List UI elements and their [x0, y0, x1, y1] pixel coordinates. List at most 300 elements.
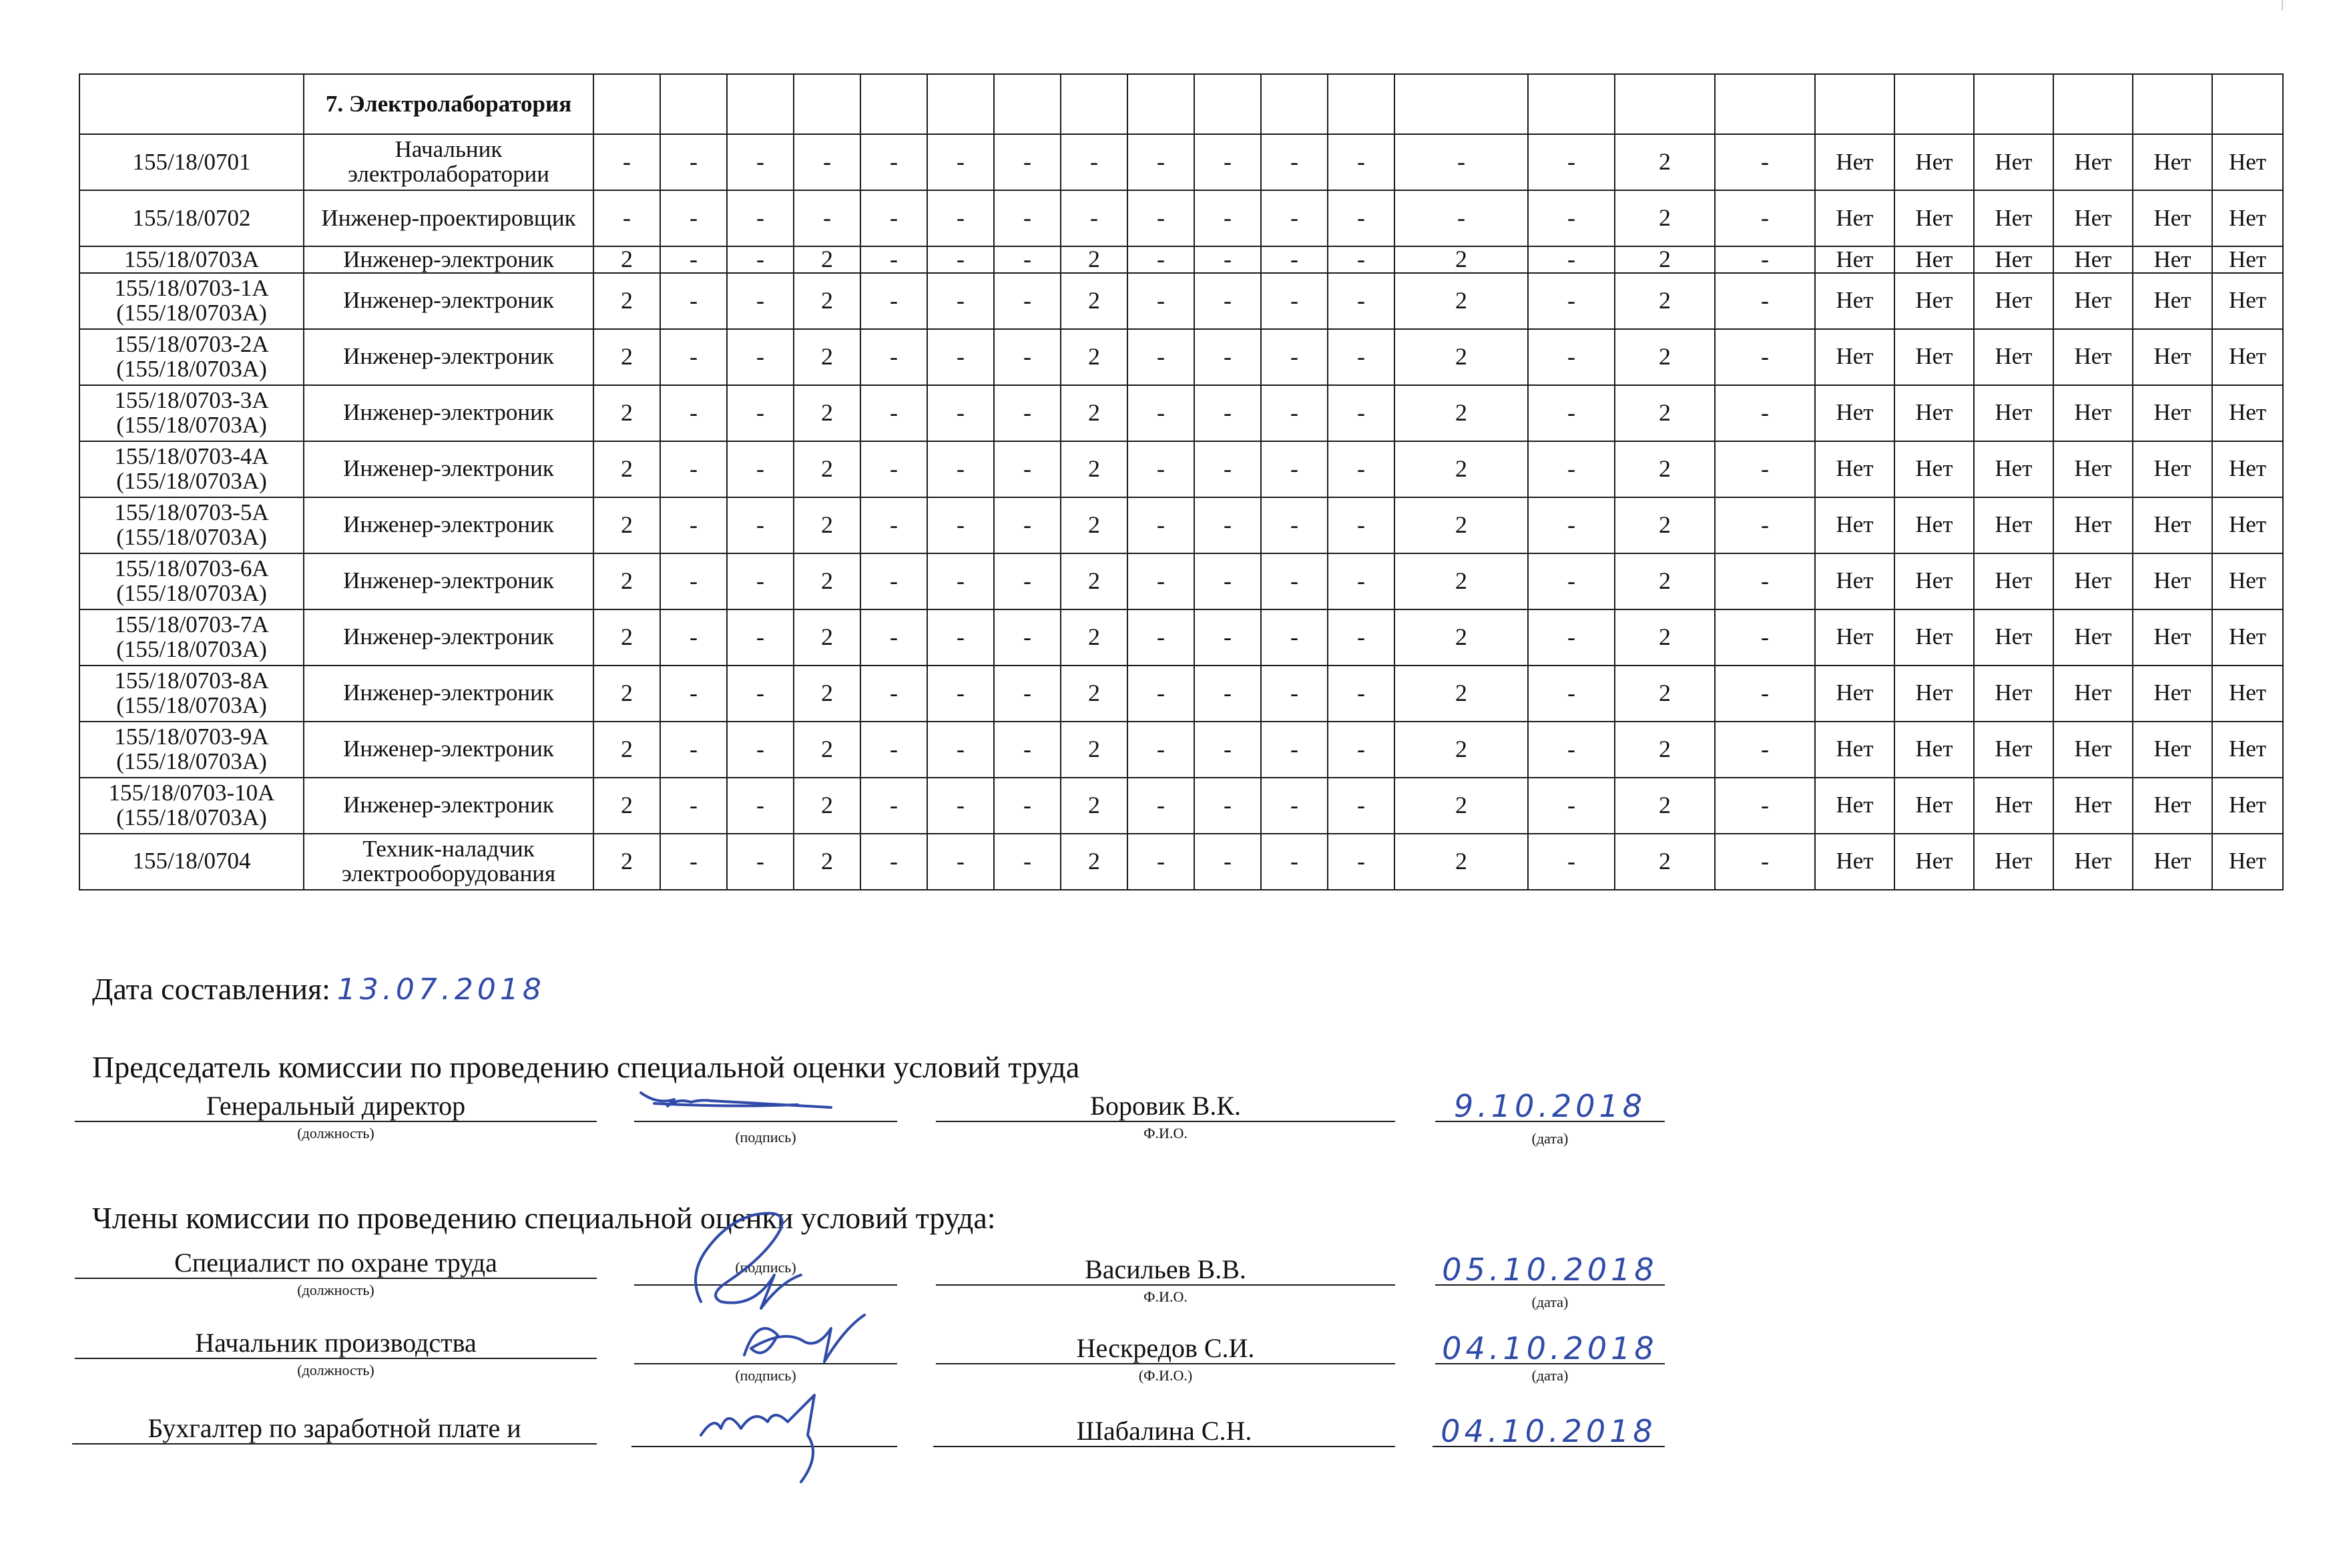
- member-3-name: Шабалина С.Н.: [933, 1416, 1395, 1447]
- guarantee-flag-cell: Нет: [2212, 497, 2283, 553]
- guarantee-flag-cell: Нет: [1974, 778, 2053, 834]
- sout-results-table: [79, 73, 2284, 890]
- guarantee-flag-cell: Нет: [1974, 134, 2053, 190]
- class-value-cell: -: [927, 666, 994, 722]
- class-value-cell: -: [1328, 553, 1394, 609]
- guarantee-flag-cell: Нет: [1815, 778, 1894, 834]
- class-value-cell: -: [660, 722, 727, 778]
- class-value-cell: -: [1261, 722, 1328, 778]
- class-value-cell: -: [1715, 553, 1815, 609]
- class-value-cell: -: [1715, 134, 1815, 190]
- class-value-cell: -: [1261, 190, 1328, 246]
- class-value-cell: -: [1328, 190, 1394, 246]
- class-value-cell: 2: [593, 778, 660, 834]
- class-value-cell: -: [660, 273, 727, 329]
- guarantee-flag-cell: Нет: [2212, 134, 2283, 190]
- position-name: Инженер-электроник: [304, 497, 593, 553]
- class-value-cell: -: [1127, 246, 1194, 273]
- guarantee-flag-cell: Нет: [2133, 246, 2212, 273]
- class-value-cell: -: [1127, 722, 1194, 778]
- class-value-cell: -: [1194, 778, 1261, 834]
- guarantee-flag-cell: Нет: [2212, 609, 2283, 666]
- class-value-cell: -: [1261, 134, 1328, 190]
- guarantee-flag-cell: Нет: [1815, 329, 1894, 385]
- table-row: [79, 385, 2283, 441]
- guarantee-flag-cell: Нет: [2212, 329, 2283, 385]
- class-value-cell: -: [860, 778, 927, 834]
- class-value-cell: 2: [1394, 385, 1528, 441]
- position-caption: (должность): [297, 1125, 374, 1141]
- guarantee-flag-cell: Нет: [2053, 722, 2133, 778]
- class-value-cell: 2: [794, 609, 860, 666]
- class-value-cell: -: [994, 441, 1061, 497]
- class-value-cell: -: [727, 329, 794, 385]
- class-value-cell: 2: [593, 609, 660, 666]
- guarantee-flag-cell: Нет: [1894, 497, 1974, 553]
- guarantee-flag-cell: Нет: [1974, 329, 2053, 385]
- class-value-cell: -: [860, 722, 927, 778]
- class-value-cell: -: [794, 134, 860, 190]
- chair-name: Боровик В.К.: [936, 1091, 1395, 1122]
- guarantee-flag-cell: Нет: [1815, 190, 1894, 246]
- class-value-cell: -: [1328, 834, 1394, 890]
- guarantee-flag-cell: Нет: [1815, 609, 1894, 666]
- class-value-cell: -: [927, 385, 994, 441]
- class-value-cell: 2: [1061, 722, 1127, 778]
- member-3-signature-icon: [694, 1388, 854, 1489]
- table-row: [79, 441, 2283, 497]
- member-2-date-handwritten: 04.10.2018: [1435, 1334, 1665, 1364]
- class-value-cell: -: [860, 497, 927, 553]
- table-row: [79, 609, 2283, 666]
- class-value-cell: 2: [1394, 834, 1528, 890]
- class-value-cell: -: [994, 246, 1061, 273]
- member-2-date-field: 04.10.2018 (дата): [1435, 1334, 1665, 1384]
- class-value-cell: -: [1715, 385, 1815, 441]
- class-value-cell: 2: [794, 497, 860, 553]
- position-name: Инженер-электроник: [304, 553, 593, 609]
- guarantee-flag-cell: Нет: [1815, 497, 1894, 553]
- class-value-cell: -: [1528, 722, 1615, 778]
- signature-caption: (подпись): [735, 1129, 796, 1145]
- member-2-signature-icon: [731, 1302, 878, 1375]
- class-value-cell: 2: [1615, 246, 1715, 273]
- guarantee-flag-cell: Нет: [2053, 329, 2133, 385]
- class-value-cell: -: [927, 329, 994, 385]
- position-name: Инженер-электроник: [304, 273, 593, 329]
- table-row: [79, 722, 2283, 778]
- class-value-cell: 2: [1394, 666, 1528, 722]
- date-caption: (дата): [1531, 1130, 1569, 1147]
- class-value-cell: -: [727, 778, 794, 834]
- class-value-cell: 2: [593, 497, 660, 553]
- class-value-cell: -: [1528, 134, 1615, 190]
- class-value-cell: -: [1194, 497, 1261, 553]
- guarantee-flag-cell: Нет: [2053, 497, 2133, 553]
- class-value-cell: -: [1261, 385, 1328, 441]
- class-value-cell: -: [1528, 553, 1615, 609]
- class-value-cell: -: [1194, 441, 1261, 497]
- class-value-cell: -: [1528, 497, 1615, 553]
- guarantee-flag-cell: Нет: [1894, 778, 1974, 834]
- guarantee-flag-cell: Нет: [2212, 385, 2283, 441]
- guarantee-flag-cell: Нет: [1894, 834, 1974, 890]
- class-value-cell: -: [1328, 778, 1394, 834]
- position-name: Инженер-электроник: [304, 441, 593, 497]
- class-value-cell: -: [660, 609, 727, 666]
- class-value-cell: 2: [1615, 666, 1715, 722]
- class-value-cell: -: [794, 190, 860, 246]
- class-value-cell: -: [1328, 441, 1394, 497]
- guarantee-flag-cell: Нет: [1894, 246, 1974, 273]
- table-row: [79, 778, 2283, 834]
- workplace-code: 155/18/0701: [79, 134, 304, 190]
- class-value-cell: 2: [794, 553, 860, 609]
- class-value-cell: -: [1261, 497, 1328, 553]
- guarantee-flag-cell: Нет: [1974, 722, 2053, 778]
- class-value-cell: -: [1194, 722, 1261, 778]
- class-value-cell: 2: [593, 385, 660, 441]
- guarantee-flag-cell: Нет: [1974, 190, 2053, 246]
- class-value-cell: -: [1127, 329, 1194, 385]
- workplace-code: 155/18/0703-4А (155/18/0703А): [79, 441, 304, 497]
- table-row: [79, 553, 2283, 609]
- class-value-cell: -: [660, 385, 727, 441]
- workplace-code: 155/18/0703-2А (155/18/0703А): [79, 329, 304, 385]
- guarantee-flag-cell: Нет: [1815, 722, 1894, 778]
- class-value-cell: -: [927, 441, 994, 497]
- class-value-cell: 2: [1615, 273, 1715, 329]
- guarantee-flag-cell: Нет: [2212, 722, 2283, 778]
- class-value-cell: -: [1261, 778, 1328, 834]
- class-value-cell: 2: [1061, 385, 1127, 441]
- class-value-cell: -: [1194, 190, 1261, 246]
- workplace-code: 155/18/0704: [79, 834, 304, 890]
- table-row: [79, 273, 2283, 329]
- position-name: Инженер-электроник: [304, 329, 593, 385]
- class-value-cell: -: [927, 778, 994, 834]
- class-value-cell: -: [727, 553, 794, 609]
- table-row: [79, 134, 2283, 190]
- class-value-cell: -: [1061, 190, 1127, 246]
- class-value-cell: -: [1328, 497, 1394, 553]
- class-value-cell: -: [994, 497, 1061, 553]
- guarantee-flag-cell: Нет: [1815, 134, 1894, 190]
- member-1-position: Специалист по охране труда: [75, 1248, 597, 1279]
- guarantee-flag-cell: Нет: [2053, 246, 2133, 273]
- table-body: [79, 74, 2283, 890]
- guarantee-flag-cell: Нет: [2133, 441, 2212, 497]
- guarantee-flag-cell: Нет: [1815, 553, 1894, 609]
- class-value-cell: -: [1715, 441, 1815, 497]
- class-value-cell: -: [994, 134, 1061, 190]
- class-value-cell: -: [660, 666, 727, 722]
- class-value-cell: 2: [794, 441, 860, 497]
- class-value-cell: -: [1328, 246, 1394, 273]
- class-value-cell: -: [1528, 273, 1615, 329]
- class-value-cell: -: [860, 609, 927, 666]
- class-value-cell: -: [860, 834, 927, 890]
- guarantee-flag-cell: Нет: [1894, 329, 1974, 385]
- class-value-cell: -: [927, 190, 994, 246]
- class-value-cell: 2: [1394, 329, 1528, 385]
- class-value-cell: 2: [1061, 666, 1127, 722]
- member-3-date-handwritten: 04.10.2018: [1433, 1416, 1665, 1447]
- workplace-code: 155/18/0703-7А (155/18/0703А): [79, 609, 304, 666]
- guarantee-flag-cell: Нет: [2212, 666, 2283, 722]
- class-value-cell: -: [1528, 834, 1615, 890]
- class-value-cell: -: [860, 329, 927, 385]
- class-value-cell: -: [1328, 273, 1394, 329]
- guarantee-flag-cell: Нет: [1815, 441, 1894, 497]
- class-value-cell: -: [1194, 553, 1261, 609]
- class-value-cell: -: [1328, 329, 1394, 385]
- class-value-cell: -: [1127, 273, 1194, 329]
- class-value-cell: 2: [1615, 834, 1715, 890]
- class-value-cell: -: [1261, 246, 1328, 273]
- class-value-cell: -: [727, 190, 794, 246]
- class-value-cell: 2: [1061, 246, 1127, 273]
- class-value-cell: -: [1194, 329, 1261, 385]
- class-value-cell: -: [1528, 666, 1615, 722]
- guarantee-flag-cell: Нет: [2053, 134, 2133, 190]
- class-value-cell: 2: [1615, 497, 1715, 553]
- class-value-cell: -: [994, 778, 1061, 834]
- class-value-cell: -: [1715, 834, 1815, 890]
- guarantee-flag-cell: Нет: [2133, 134, 2212, 190]
- class-value-cell: 2: [1394, 722, 1528, 778]
- guarantee-flag-cell: Нет: [2053, 273, 2133, 329]
- class-value-cell: -: [927, 246, 994, 273]
- class-value-cell: 2: [1615, 553, 1715, 609]
- class-value-cell: 2: [794, 722, 860, 778]
- section-title: 7. Электролаборатория: [304, 74, 593, 134]
- guarantee-flag-cell: Нет: [2212, 246, 2283, 273]
- class-value-cell: -: [860, 273, 927, 329]
- class-value-cell: -: [1127, 385, 1194, 441]
- member-1-date-field: 05.10.2018 (дата): [1435, 1255, 1665, 1311]
- section-code-cell: [79, 74, 304, 134]
- class-value-cell: 2: [1615, 609, 1715, 666]
- class-value-cell: -: [860, 246, 927, 273]
- member-1-signature-field: (подпись): [634, 1255, 897, 1276]
- class-value-cell: -: [1328, 666, 1394, 722]
- class-value-cell: -: [1328, 134, 1394, 190]
- guarantee-flag-cell: Нет: [2133, 273, 2212, 329]
- class-value-cell: 2: [1394, 273, 1528, 329]
- member-1-position-field: Специалист по охране труда (должность): [75, 1248, 597, 1299]
- class-value-cell: -: [927, 722, 994, 778]
- class-value-cell: 2: [1615, 385, 1715, 441]
- class-value-cell: 2: [794, 385, 860, 441]
- class-value-cell: 2: [593, 246, 660, 273]
- chair-date-field: [1435, 1088, 1665, 1147]
- guarantee-flag-cell: Нет: [2212, 778, 2283, 834]
- class-value-cell: -: [1061, 134, 1127, 190]
- class-value-cell: -: [860, 441, 927, 497]
- class-value-cell: 2: [1394, 609, 1528, 666]
- class-value-cell: 2: [1061, 609, 1127, 666]
- guarantee-flag-cell: Нет: [2053, 666, 2133, 722]
- class-value-cell: 2: [1615, 778, 1715, 834]
- class-value-cell: -: [1261, 273, 1328, 329]
- class-value-cell: -: [1127, 497, 1194, 553]
- class-value-cell: 2: [1394, 778, 1528, 834]
- class-value-cell: 2: [794, 666, 860, 722]
- guarantee-flag-cell: Нет: [1974, 273, 2053, 329]
- class-value-cell: -: [1127, 190, 1194, 246]
- guarantee-flag-cell: Нет: [1894, 553, 1974, 609]
- compilation-date-handwritten: 13.07.2018: [336, 973, 545, 1007]
- class-value-cell: -: [1127, 134, 1194, 190]
- member-1-name-field: Васильев В.В. Ф.И.О.: [936, 1255, 1395, 1306]
- class-value-cell: -: [994, 385, 1061, 441]
- chair-signature-icon: [637, 1085, 838, 1125]
- class-value-cell: -: [1127, 553, 1194, 609]
- class-value-cell: -: [927, 134, 994, 190]
- class-value-cell: -: [927, 834, 994, 890]
- guarantee-flag-cell: Нет: [2053, 609, 2133, 666]
- workplace-code: 155/18/0703-8А (155/18/0703А): [79, 666, 304, 722]
- member-1-name: Васильев В.В.: [936, 1255, 1395, 1286]
- class-value-cell: -: [1715, 778, 1815, 834]
- class-value-cell: -: [1261, 609, 1328, 666]
- guarantee-flag-cell: Нет: [1815, 246, 1894, 273]
- guarantee-flag-cell: Нет: [1815, 666, 1894, 722]
- member-1-date-handwritten: 05.10.2018: [1435, 1255, 1665, 1286]
- class-value-cell: 2: [1061, 441, 1127, 497]
- table-row: [79, 246, 2283, 273]
- class-value-cell: 2: [1394, 246, 1528, 273]
- guarantee-flag-cell: Нет: [2133, 666, 2212, 722]
- class-value-cell: -: [1715, 666, 1815, 722]
- class-value-cell: -: [660, 553, 727, 609]
- class-value-cell: 2: [1615, 722, 1715, 778]
- position-name: Инженер-проектировщик: [304, 190, 593, 246]
- workplace-code: 155/18/0702: [79, 190, 304, 246]
- class-value-cell: -: [1127, 609, 1194, 666]
- position-name: Техник-наладчик электрооборудования: [304, 834, 593, 890]
- guarantee-flag-cell: Нет: [2053, 834, 2133, 890]
- class-value-cell: 2: [593, 722, 660, 778]
- class-value-cell: 2: [593, 553, 660, 609]
- class-value-cell: -: [994, 273, 1061, 329]
- class-value-cell: -: [1194, 385, 1261, 441]
- class-value-cell: 2: [593, 441, 660, 497]
- scan-edge-mark: [2282, 0, 2283, 11]
- table-row: [79, 497, 2283, 553]
- class-value-cell: -: [1261, 666, 1328, 722]
- class-value-cell: 2: [1061, 834, 1127, 890]
- class-value-cell: -: [1394, 134, 1528, 190]
- guarantee-flag-cell: Нет: [2212, 834, 2283, 890]
- member-2-position: Начальник производства: [75, 1328, 597, 1359]
- guarantee-flag-cell: Нет: [2133, 190, 2212, 246]
- class-value-cell: 2: [794, 778, 860, 834]
- class-value-cell: -: [660, 778, 727, 834]
- table-row: [79, 666, 2283, 722]
- guarantee-flag-cell: Нет: [1815, 385, 1894, 441]
- class-value-cell: -: [1328, 385, 1394, 441]
- member-3-position: Бухгалтер по заработной плате и: [72, 1414, 597, 1445]
- class-value-cell: -: [1194, 609, 1261, 666]
- workplace-code: 155/18/0703-9А (155/18/0703А): [79, 722, 304, 778]
- class-value-cell: -: [660, 497, 727, 553]
- position-name: Инженер-электроник: [304, 609, 593, 666]
- position-name: Начальник электролаборатории: [304, 134, 593, 190]
- class-value-cell: 2: [1061, 778, 1127, 834]
- chair-name-field: [936, 1091, 1395, 1142]
- class-value-cell: -: [727, 246, 794, 273]
- compilation-date-line: [92, 971, 545, 1007]
- class-value-cell: -: [994, 666, 1061, 722]
- class-value-cell: -: [1715, 609, 1815, 666]
- guarantee-flag-cell: Нет: [1894, 134, 1974, 190]
- class-value-cell: 2: [1394, 497, 1528, 553]
- guarantee-flag-cell: Нет: [1894, 273, 1974, 329]
- class-value-cell: -: [927, 553, 994, 609]
- class-value-cell: -: [1715, 273, 1815, 329]
- guarantee-flag-cell: Нет: [1894, 722, 1974, 778]
- class-value-cell: -: [1261, 834, 1328, 890]
- class-value-cell: 2: [794, 329, 860, 385]
- guarantee-flag-cell: Нет: [2212, 441, 2283, 497]
- guarantee-flag-cell: Нет: [1974, 609, 2053, 666]
- class-value-cell: -: [660, 834, 727, 890]
- guarantee-flag-cell: Нет: [1974, 553, 2053, 609]
- class-value-cell: 2: [1615, 441, 1715, 497]
- class-value-cell: -: [727, 666, 794, 722]
- workplace-code: 155/18/0703-1А (155/18/0703А): [79, 273, 304, 329]
- guarantee-flag-cell: Нет: [1894, 609, 1974, 666]
- class-value-cell: -: [994, 553, 1061, 609]
- table-row: [79, 329, 2283, 385]
- table-row: [79, 834, 2283, 890]
- class-value-cell: -: [1715, 497, 1815, 553]
- member-3-position-field: [72, 1414, 597, 1445]
- class-value-cell: -: [1328, 722, 1394, 778]
- workplace-code: 155/18/0703-10А (155/18/0703А): [79, 778, 304, 834]
- guarantee-flag-cell: Нет: [1894, 666, 1974, 722]
- guarantee-flag-cell: Нет: [2053, 385, 2133, 441]
- class-value-cell: -: [1194, 273, 1261, 329]
- class-value-cell: -: [994, 609, 1061, 666]
- class-value-cell: -: [1127, 778, 1194, 834]
- position-name: Инженер-электроник: [304, 385, 593, 441]
- class-value-cell: -: [1528, 441, 1615, 497]
- guarantee-flag-cell: Нет: [1974, 441, 2053, 497]
- class-value-cell: -: [1394, 190, 1528, 246]
- class-value-cell: -: [1194, 666, 1261, 722]
- class-value-cell: -: [1528, 190, 1615, 246]
- class-value-cell: -: [994, 190, 1061, 246]
- guarantee-flag-cell: Нет: [2212, 273, 2283, 329]
- date-label: Дата составления:: [92, 972, 330, 1006]
- guarantee-flag-cell: Нет: [2133, 329, 2212, 385]
- guarantee-flag-cell: Нет: [2212, 553, 2283, 609]
- workplace-code: 155/18/0703-6А (155/18/0703А): [79, 553, 304, 609]
- guarantee-flag-cell: Нет: [2133, 722, 2212, 778]
- guarantee-flag-cell: Нет: [1974, 834, 2053, 890]
- class-value-cell: -: [1528, 609, 1615, 666]
- class-value-cell: -: [660, 134, 727, 190]
- class-value-cell: -: [727, 497, 794, 553]
- class-value-cell: -: [860, 134, 927, 190]
- class-value-cell: 2: [1394, 553, 1528, 609]
- class-value-cell: -: [727, 609, 794, 666]
- class-value-cell: -: [927, 497, 994, 553]
- class-value-cell: 2: [593, 666, 660, 722]
